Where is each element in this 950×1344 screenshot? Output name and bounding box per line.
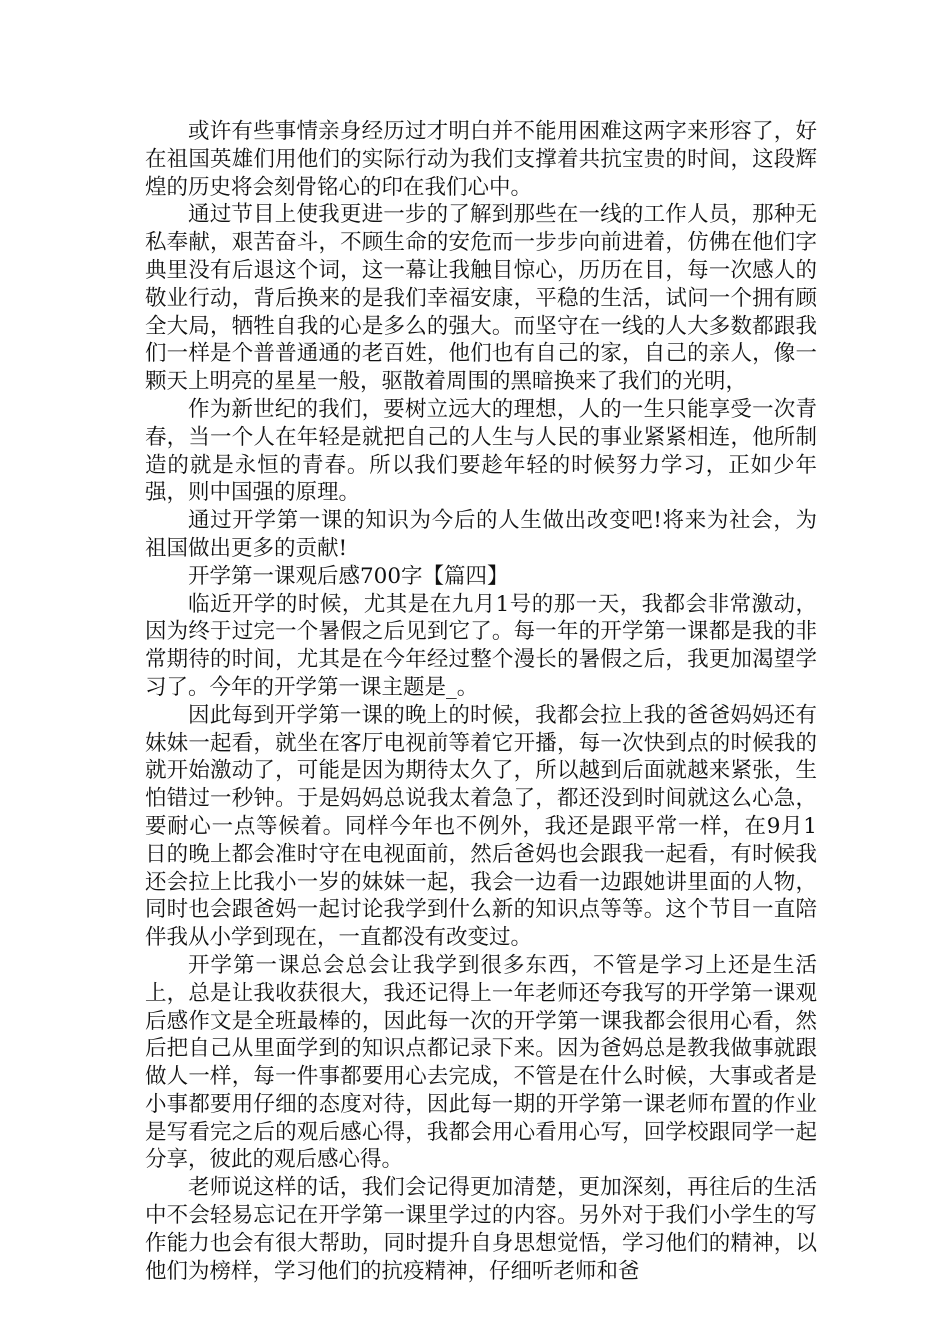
- paragraph: 因此每到开学第一课的晚上的时候，我都会拉上我的爸爸妈妈还有妹妹一起看，就坐在客厅电视前等着它开播，每一次快到点的时候我的就开始激动了，可能是因为期待太久了，所以越到后面就越来紧张，生怕错过一秒钟。于是妈妈总说我太着急了，都还没到时间就这么心急，要耐心一点等候着。同样今年也不例外，我还是跟平常一样，在9月1日的晚上都会准时守在电视面前，然后爸妈也会跟我一起看，有时候我还会拉上比我小一岁的妹妹一起，我会一边看一边跟她讲里面的人物，同时也会跟爸妈一起讨论我学到什么新的知识点等等。这个节目一直陪伴我从小学到现在，一直都没有改变过。: [145, 702, 817, 951]
- paragraph: 开学第一课总会总会让我学到很多东西，不管是学习上还是生活上，总是让我收获很大，我还记得上一年老师还夸我写的开学第一课观后感作文是全班最棒的，因此每一次的开学第一课我都会很用心看，然后把自己从里面学到的知识点都记录下来。因为爸妈总是教我做事就跟做人一样，每一件事都要用心去完成，不管是在什么时候，大事或者是小事都要用仔细的态度对待，因此每一期的开学第一课老师布置的作业是写看完之后的观后感心得，我都会用心看用心写，回学校跟同学一起分享，彼此的观后感心得。: [145, 952, 817, 1173]
- paragraph: 临近开学的时候，尤其是在九月1号的那一天，我都会非常激动，因为终于过完一个暑假之后见到它了。每一年的开学第一课都是我的非常期待的时间，尤其是在今年经过整个漫长的暑假之后，我更加渴望学习了。今年的开学第一课主题是_。: [145, 591, 817, 700]
- paragraph: 通过开学第一课的知识为今后的人生做出改变吧!将来为社会，为祖国做出更多的贡献!: [145, 508, 817, 561]
- paragraph: 作为新世纪的我们，要树立远大的理想，人的一生只能享受一次青春，当一个人在年轻是就把自己的人生与人民的事业紧紧相连，他所制造的就是永恒的青春。所以我们要趁年轻的时候努力学习，正如少年强，则中国强的原理。: [145, 396, 817, 506]
- paragraph: 或许有些事情亲身经历过才明白并不能用困难这两字来形容了，好在祖国英雄们用他们的实际行动为我们支撑着共抗宝贵的时间，这段辉煌的历史将会刻骨铭心的印在我们心中。: [145, 119, 817, 200]
- paragraph: 老师说这样的话，我们会记得更加清楚，更加深刻，再往后的生活中不会轻易忘记在开学第一课里学过的内容。另外对于我们小学生的写作能力也会有很大帮助，同时提升自身思想觉悟，学习他们的精神，以他们为榜样，学习他们的抗疫精神，仔细听老师和爸: [145, 1175, 817, 1284]
- section-heading: 开学第一课观后感700字【篇四】: [188, 563, 509, 589]
- document-body: [145, 118, 817, 1285]
- paragraph: 通过节目上使我更进一步的了解到那些在一线的工作人员，那种无私奉献，艰苦奋斗，不顾生命的安危而一步步向前进着，仿佛在他们字典里没有后退这个词，这一幕让我触目惊心，历历在目，每一次感人的敬业行动，背后换来的是我们幸福安康，平稳的生活，试问一个拥有顾全大局，牺牲自我的心是多么的强大。而坚守在一线的人大多数都跟我们一样是个普普通通的老百姓，他们也有自己的家，自己的亲人，像一颗天上明亮的星星一般，驱散着周围的黑暗换来了我们的光明，: [145, 202, 817, 395]
